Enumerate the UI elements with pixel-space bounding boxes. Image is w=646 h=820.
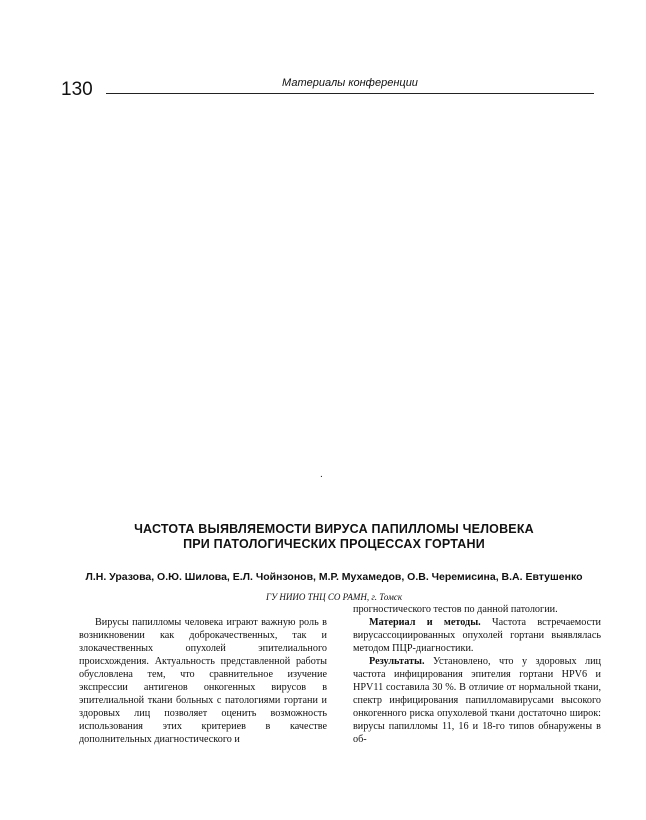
results-paragraph — [353, 655, 601, 746]
left-column — [79, 616, 327, 746]
results-label: Результаты. — [369, 656, 425, 667]
authors: Л.Н. Уразова, О.Ю. Шилова, Е.Л. Чойнзонов, М.Р. Мухамедов, О.В. Черемисина, В.А. Евтушенко — [85, 571, 583, 583]
page-number: 130 — [61, 79, 93, 100]
stray-mark: . — [320, 469, 323, 480]
methods-label: Материал и методы. — [369, 617, 481, 628]
methods-text: Частота встречаемости вирусассоциированных опухолей гортани выявлялась методом ПЦР-диагностики. — [353, 617, 602, 654]
results-text: Установлено, что у здоровых лиц частота инфицирования эпителия гортани HPV6 и HPV11 составила 30 %. В отличие от нормальной ткани, спектр инфицирования папилломавирусами высокого онкогенного риска опухолевой ткани достаточно широк: вирусы папилломы 11, 16 и 18-го типов обнаружены в об- — [353, 656, 601, 745]
running-title: Материалы конференции — [282, 77, 418, 89]
intro-paragraph: Вирусы папилломы человека играют важную роль в возникновении как доброкачественных, так и злокачественных опухолей эпителиального происхождения. Актуальность представленной работы обусловлена тем, что сравнительное изучение экспрессии антигенов онкогенных вирусов в эпителиальной ткани больных с патологиями гортани и здоровых лиц позволяет оценить возможность использования этих критериев в качестве дополнительных диагностического и — [79, 617, 327, 745]
article-title — [60, 522, 608, 552]
continuation-paragraph: прогностического тестов по данной патологии. — [353, 604, 558, 615]
title-line-2: ПРИ ПАТОЛОГИЧЕСКИХ ПРОЦЕССАХ ГОРТАНИ — [183, 537, 485, 551]
methods-paragraph — [353, 616, 601, 655]
right-column — [353, 603, 601, 746]
affiliation: ГУ НИИО ТНЦ СО РАМН, г. Томск — [265, 592, 403, 602]
title-line-1: ЧАСТОТА ВЫЯВЛЯЕМОСТИ ВИРУСА ПАПИЛЛОМЫ ЧЕЛОВЕКА — [134, 522, 534, 536]
header-rule — [106, 93, 594, 94]
